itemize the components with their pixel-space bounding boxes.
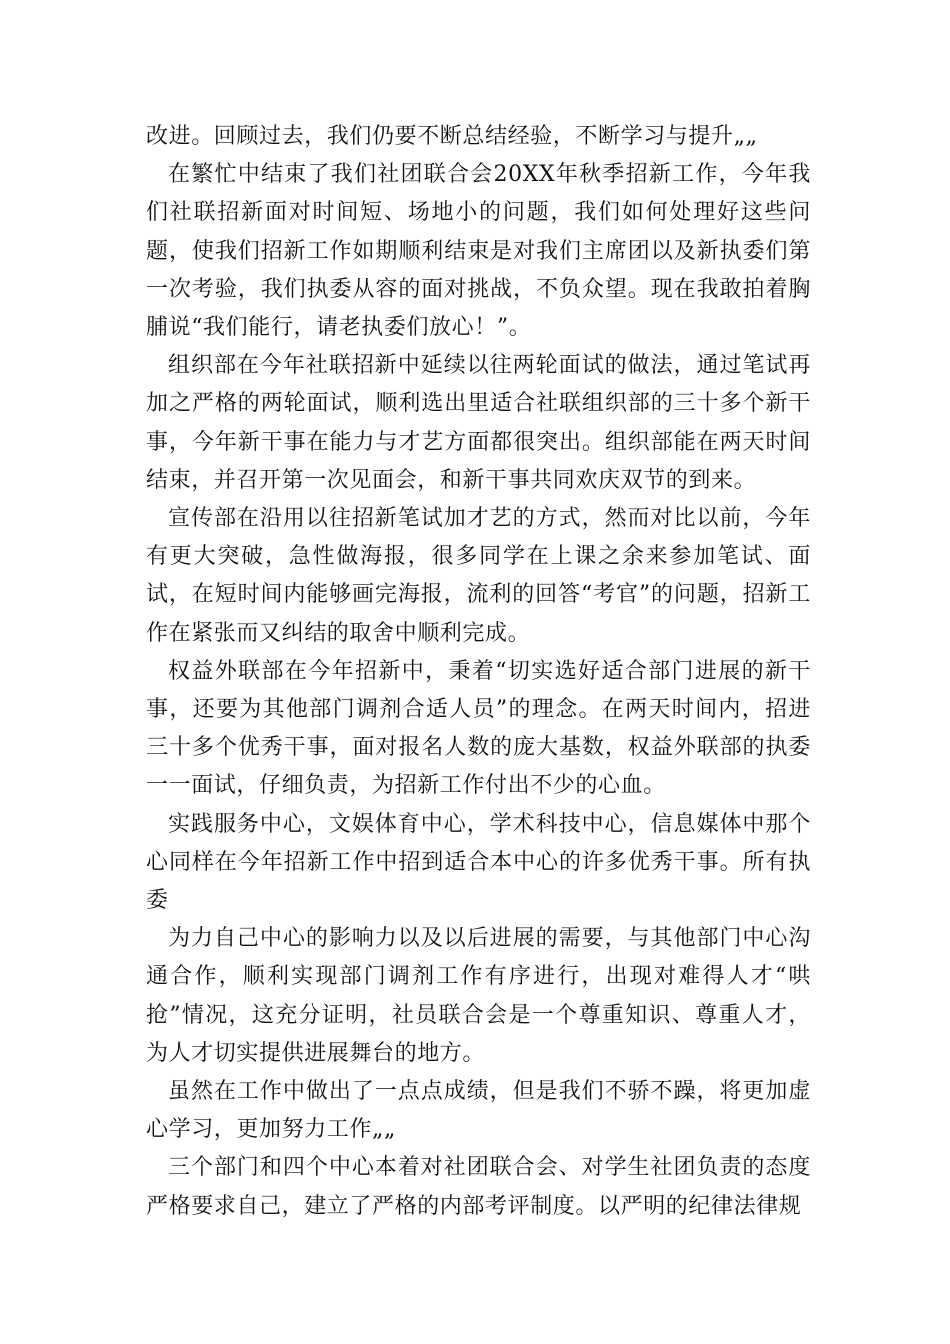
paragraph-5: 权益外联部在今年招新中，秉着“切实选好适合部门进展的新干事，还要为其他部门调剂合适人员”的理念。在两天时间内，招进三十多个优秀干事，面对报名人数的庞大基数，权益外联部的执委一一面试，仔细负责，为招新工作付出不少的心血。 [146, 658, 811, 799]
paragraph-3: 组织部在今年社联招新中延续以往两轮面试的做法，通过笔试再加之严格的两轮面试，顺利选出里适合社联组织部的三十多个新干事，今年新干事在能力与才艺方面都很突出。组织部能在两天时间结束，并召开第一次见面会，和新干事共同欢庆双节的到来。 [146, 353, 811, 493]
document-page [146, 118, 811, 1226]
paragraph-2: 在繁忙中结束了我们社团联合会20XX年秋季招新工作，今年我们社联招新面对时间短、场地小的问题，我们如何处理好这些问题，使我们招新工作如期顺利结束是对我们主席团以及新执委们第一次考验，我们执委从容的面对挑战，不负众望。现在我敢拍着胸脯说“我们能行，请老执委们放心！”。 [146, 162, 811, 341]
paragraph-4: 宣传部在沿用以往招新笔试加才艺的方式，然而对比以前，今年有更大突破，急性做海报，很多同学在上课之余来参加笔试、面试，在短时间内能够画完海报，流利的回答“考官”的问题，招新工作在紧张而又纠结的取舍中顺利完成。 [146, 506, 811, 646]
paragraph-8: 虽然在工作中做出了一点点成绩，但是我们不骄不躁，将更加虚心学习，更加努力工作„„ [146, 1079, 811, 1143]
paragraph-6: 实践服务中心，文娱体育中心，学术科技中心，信息媒体中那个心同样在今年招新工作中招到适合本中心的许多优秀干事。所有执委 [146, 811, 811, 914]
paragraph-7: 为力自己中心的影响力以及以后进展的需要，与其他部门中心沟通合作，顺利实现部门调剂工作有序进行，出现对难得人才“哄抢”情况，这充分证明，社员联合会是一个尊重知识、尊重人才，为人才切实提供进展舞台的地方。 [146, 926, 811, 1066]
paragraph-1: 改进。回顾过去，我们仍要不断总结经验，不断学习与提升„„ [146, 124, 758, 149]
paragraph-9: 三个部门和四个中心本着对社团联合会、对学生社团负责的态度严格要求自己，建立了严格的内部考评制度。以严明的纪律法律规 [146, 1155, 811, 1219]
